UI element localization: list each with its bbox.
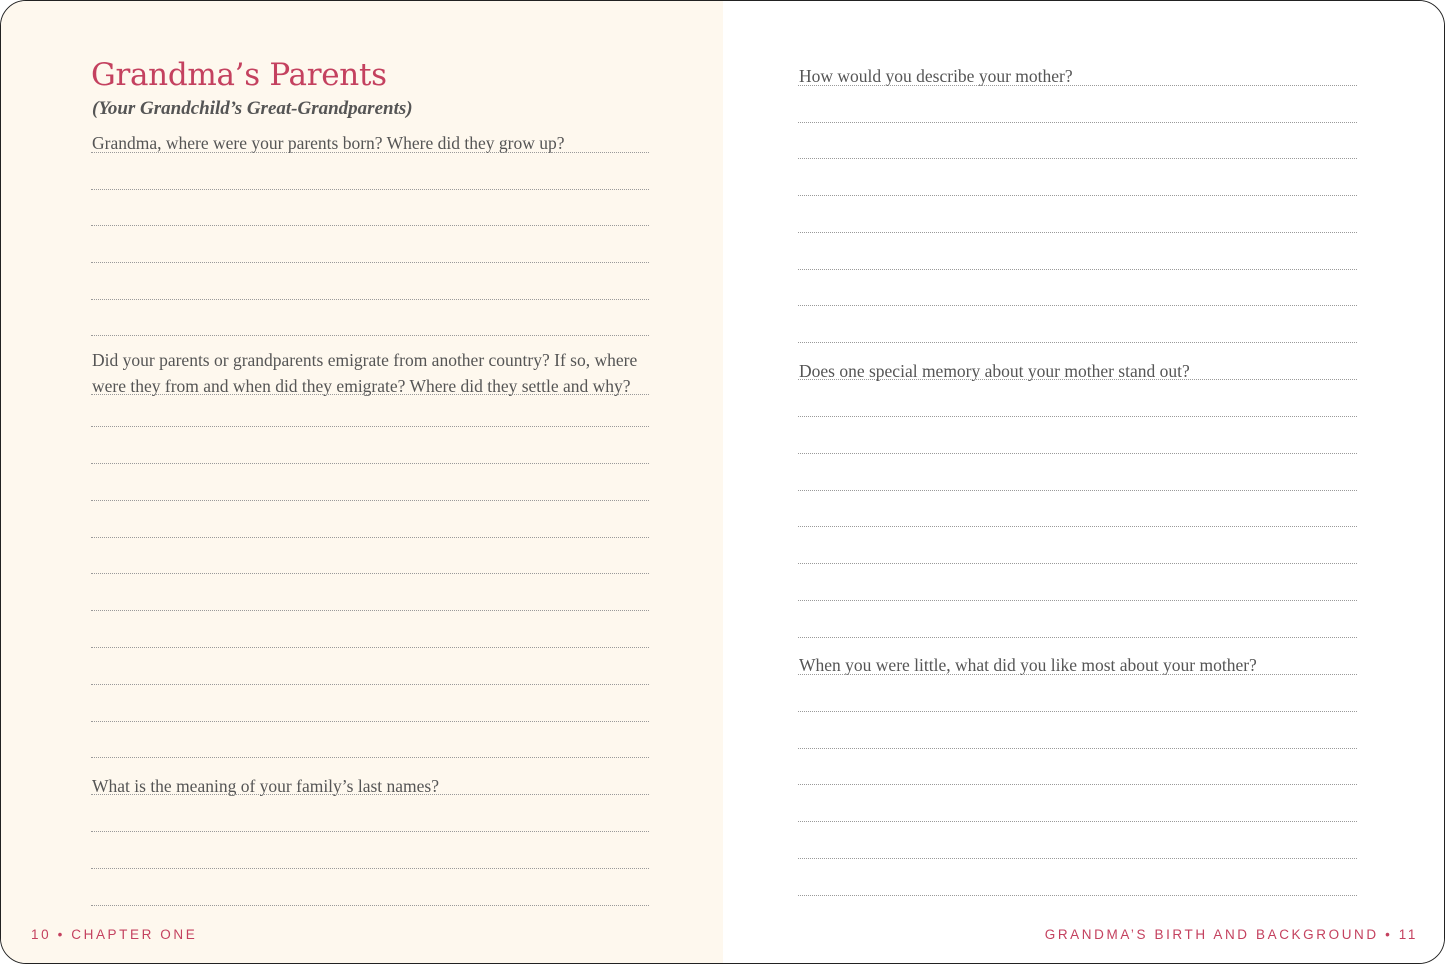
- answer-line[interactable]: [91, 721, 649, 722]
- answer-line[interactable]: [91, 152, 649, 153]
- answer-line[interactable]: [91, 684, 649, 685]
- answer-line[interactable]: [91, 500, 649, 501]
- question-liked-most: When you were little, what did you like most about your mother?: [799, 655, 1257, 675]
- answer-line[interactable]: [91, 757, 649, 758]
- answer-line[interactable]: [798, 379, 1357, 380]
- answer-line[interactable]: [91, 794, 649, 795]
- question-last-names: What is the meaning of your family’s last names?: [92, 776, 439, 796]
- question-parents-birthplace: Grandma, where were your parents born? Where did they grow up?: [92, 133, 565, 153]
- answer-line[interactable]: [798, 526, 1357, 527]
- answer-line[interactable]: [91, 426, 649, 427]
- answer-line[interactable]: [91, 647, 649, 648]
- answer-line[interactable]: [91, 335, 649, 336]
- answer-line[interactable]: [798, 305, 1357, 306]
- answer-line[interactable]: [798, 674, 1357, 675]
- answer-line[interactable]: [798, 748, 1357, 749]
- answer-line[interactable]: [91, 905, 649, 906]
- answer-line[interactable]: [798, 195, 1357, 196]
- answer-line[interactable]: [91, 831, 649, 832]
- answer-line[interactable]: [91, 225, 649, 226]
- answer-line[interactable]: [798, 784, 1357, 785]
- page-title: Grandma’s Parents: [91, 57, 387, 93]
- answer-line[interactable]: [91, 463, 649, 464]
- answer-line[interactable]: [798, 637, 1357, 638]
- answer-line[interactable]: [798, 858, 1357, 859]
- answer-line[interactable]: [91, 394, 649, 395]
- answer-line[interactable]: [798, 490, 1357, 491]
- left-page-footer: 10 • CHAPTER ONE: [31, 927, 198, 942]
- answer-line[interactable]: [91, 610, 649, 611]
- answer-line[interactable]: [798, 416, 1357, 417]
- answer-line[interactable]: [798, 158, 1357, 159]
- answer-line[interactable]: [798, 895, 1357, 896]
- answer-line[interactable]: [798, 453, 1357, 454]
- answer-line[interactable]: [91, 299, 649, 300]
- right-page-footer: GRANDMA’S BIRTH AND BACKGROUND • 11: [1044, 927, 1418, 942]
- answer-line[interactable]: [798, 232, 1357, 233]
- answer-line[interactable]: [91, 189, 649, 190]
- question-special-memory: Does one special memory about your mother stand out?: [799, 361, 1190, 381]
- left-page: [1, 1, 723, 963]
- question-describe-mother: How would you describe your mother?: [799, 66, 1073, 86]
- answer-line[interactable]: [91, 573, 649, 574]
- page-subtitle: (Your Grandchild’s Great-Grandparents): [92, 98, 413, 119]
- answer-line[interactable]: [798, 563, 1357, 564]
- answer-line[interactable]: [798, 269, 1357, 270]
- answer-line[interactable]: [798, 600, 1357, 601]
- answer-line[interactable]: [798, 85, 1357, 86]
- right-page: [723, 1, 1444, 963]
- answer-line[interactable]: [798, 711, 1357, 712]
- answer-line[interactable]: [798, 821, 1357, 822]
- answer-line[interactable]: [91, 868, 649, 869]
- answer-line[interactable]: [798, 122, 1357, 123]
- answer-line[interactable]: [91, 537, 649, 538]
- answer-line[interactable]: [798, 342, 1357, 343]
- question-emigration: Did your parents or grandparents emigrate from another country? If so, where were they from and when did they emigrate? Where did they settle and why?: [92, 350, 638, 396]
- answer-line[interactable]: [91, 262, 649, 263]
